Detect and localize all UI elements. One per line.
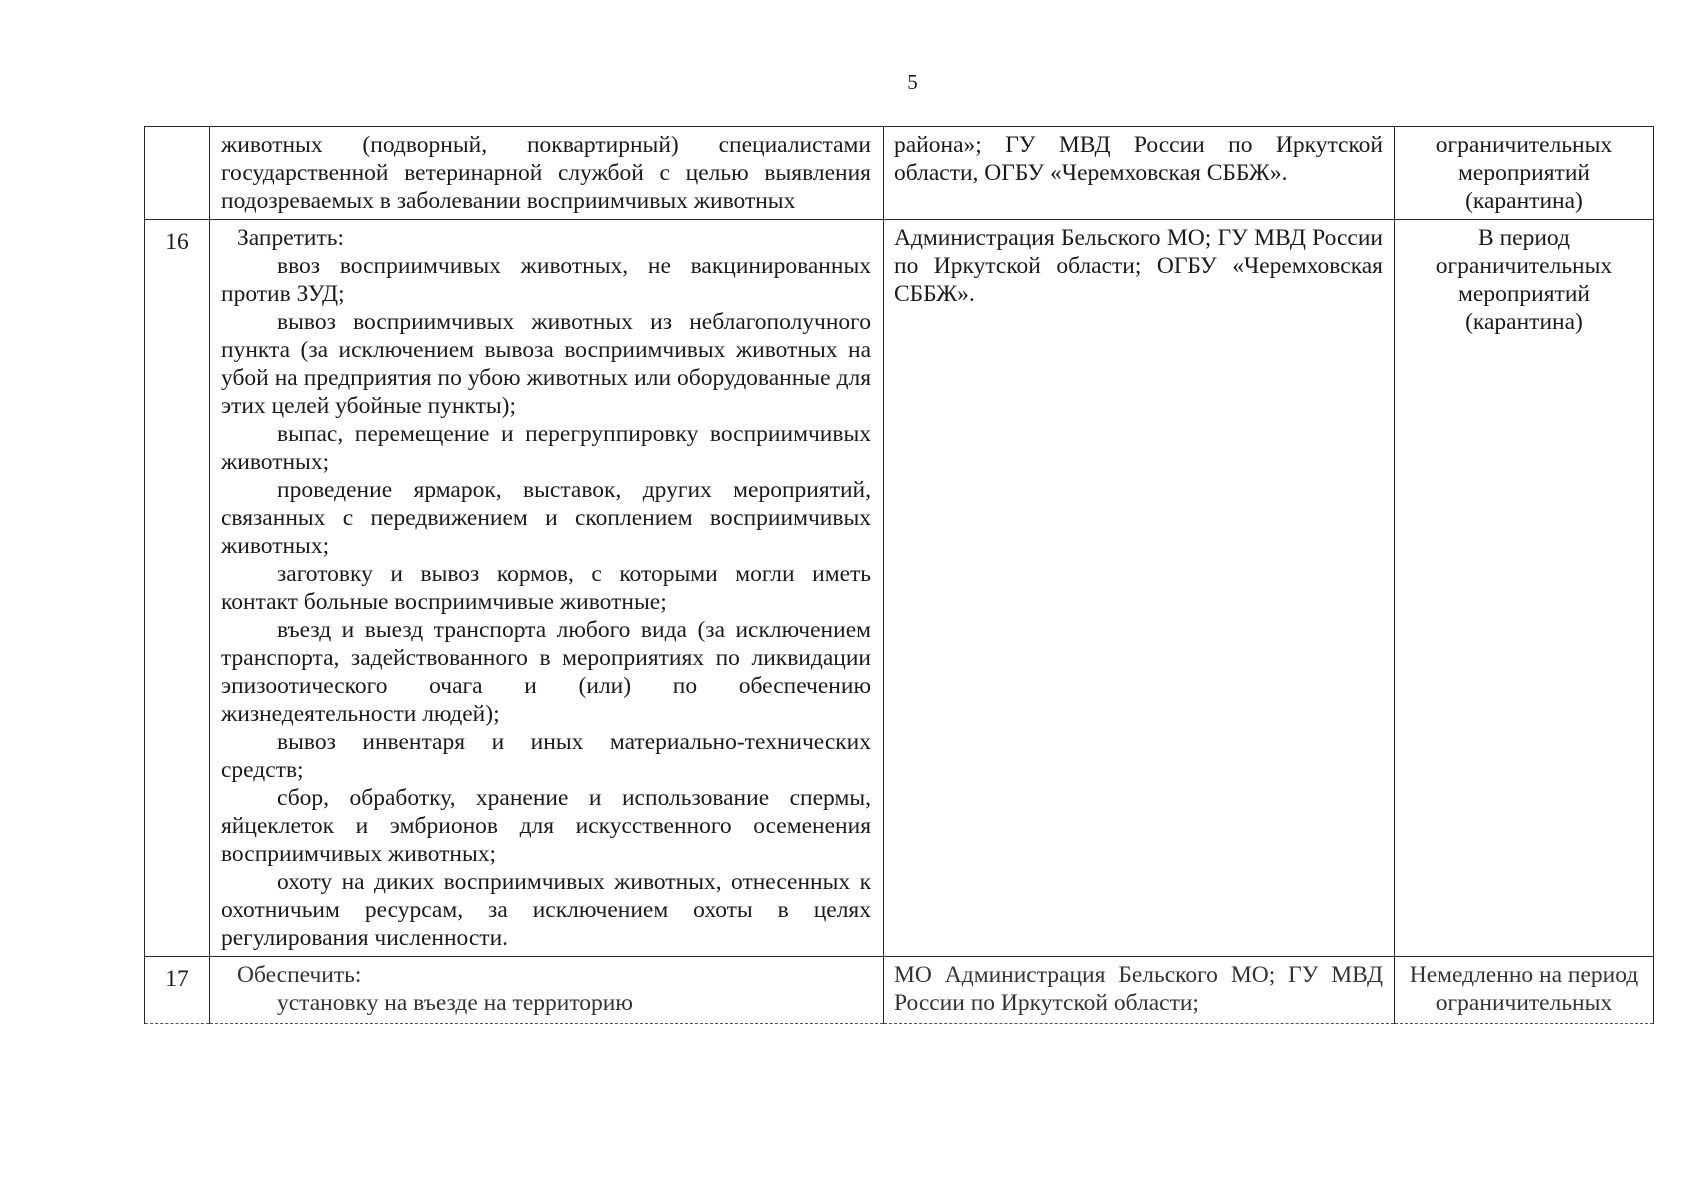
clipped-content — [221, 961, 871, 1019]
row-number — [145, 127, 210, 220]
measure-text — [210, 220, 884, 957]
timing: ограничительных мероприятий (карантина) — [1395, 127, 1654, 220]
responsible-party — [884, 957, 1395, 1024]
measure-paragraph: проведение ярмарок, выставок, других мероприятий, связанных с передвижением и скоплением восприимчивых животных; — [221, 477, 871, 559]
measure-intro: Обеспечить: — [237, 962, 362, 988]
responsible-party: района»; ГУ МВД России по Иркутской области, ОГБУ «Черемховская СББЖ». — [884, 127, 1395, 220]
measure-paragraph: выпас, перемещение и перегруппировку восприимчивых животных; — [221, 421, 871, 475]
table-row — [145, 127, 1654, 220]
measure-paragraph: въезд и выезд транспорта любого вида (за исключением транспорта, задействованного в мероприятиях по ликвидации эпизоотического очага и (или) по обеспечению жизнедеятельности людей); — [221, 617, 871, 727]
clipped-content: Немедленно на период ограничительных — [1409, 962, 1639, 1016]
measures-table — [144, 126, 1654, 1024]
measure-paragraph: установку на въезде на территорию — [277, 990, 633, 1016]
responsible-party: Администрация Бельского МО; ГУ МВД России по Иркутской области; ОГБУ «Черемховская СББЖ». — [884, 220, 1395, 957]
measure-paragraph: ввоз восприимчивых животных, не вакцинированных против ЗУД; — [221, 253, 871, 307]
table-row — [145, 220, 1654, 957]
measure-paragraph: вывоз восприимчивых животных из неблагополучного пункта (за исключением вывоза восприимчивых животных на убой на предприятия по убою животных или оборудованные для этих целей убойные пункты); — [221, 309, 871, 419]
measure-paragraph: вывоз инвентаря и иных материально-технических средств; — [221, 729, 871, 783]
page-number: 5 — [907, 70, 918, 94]
timing — [1395, 957, 1654, 1024]
row-number: 16 — [145, 220, 210, 957]
measure-paragraph: заготовку и вывоз кормов, с которыми могли иметь контакт больные восприимчивые животные; — [221, 561, 871, 615]
measure-paragraph: охоту на диких восприимчивых животных, отнесенных к охотничьим ресурсам, за исключением охоты в целях регулирования численности. — [221, 869, 871, 951]
measure-paragraph: животных (подворный, поквартирный) специалистами государственной ветеринарной службой с целью выявления подозреваемых в заболевании восприимчивых животных — [221, 132, 871, 214]
table-row — [145, 957, 1654, 1024]
measure-intro: Запретить: — [237, 225, 345, 251]
measure-paragraph: сбор, обработку, хранение и использование спермы, яйцеклеток и эмбрионов для искусственного осеменения восприимчивых животных; — [221, 785, 871, 867]
row-number: 17 — [145, 957, 210, 1024]
measure-text — [210, 957, 884, 1024]
timing: В период ограничительных мероприятий (карантина) — [1395, 220, 1654, 957]
measure-text — [210, 127, 884, 220]
clipped-content: МО Администрация Бельского МО; ГУ МВД России по Иркутской области; — [894, 962, 1383, 1016]
